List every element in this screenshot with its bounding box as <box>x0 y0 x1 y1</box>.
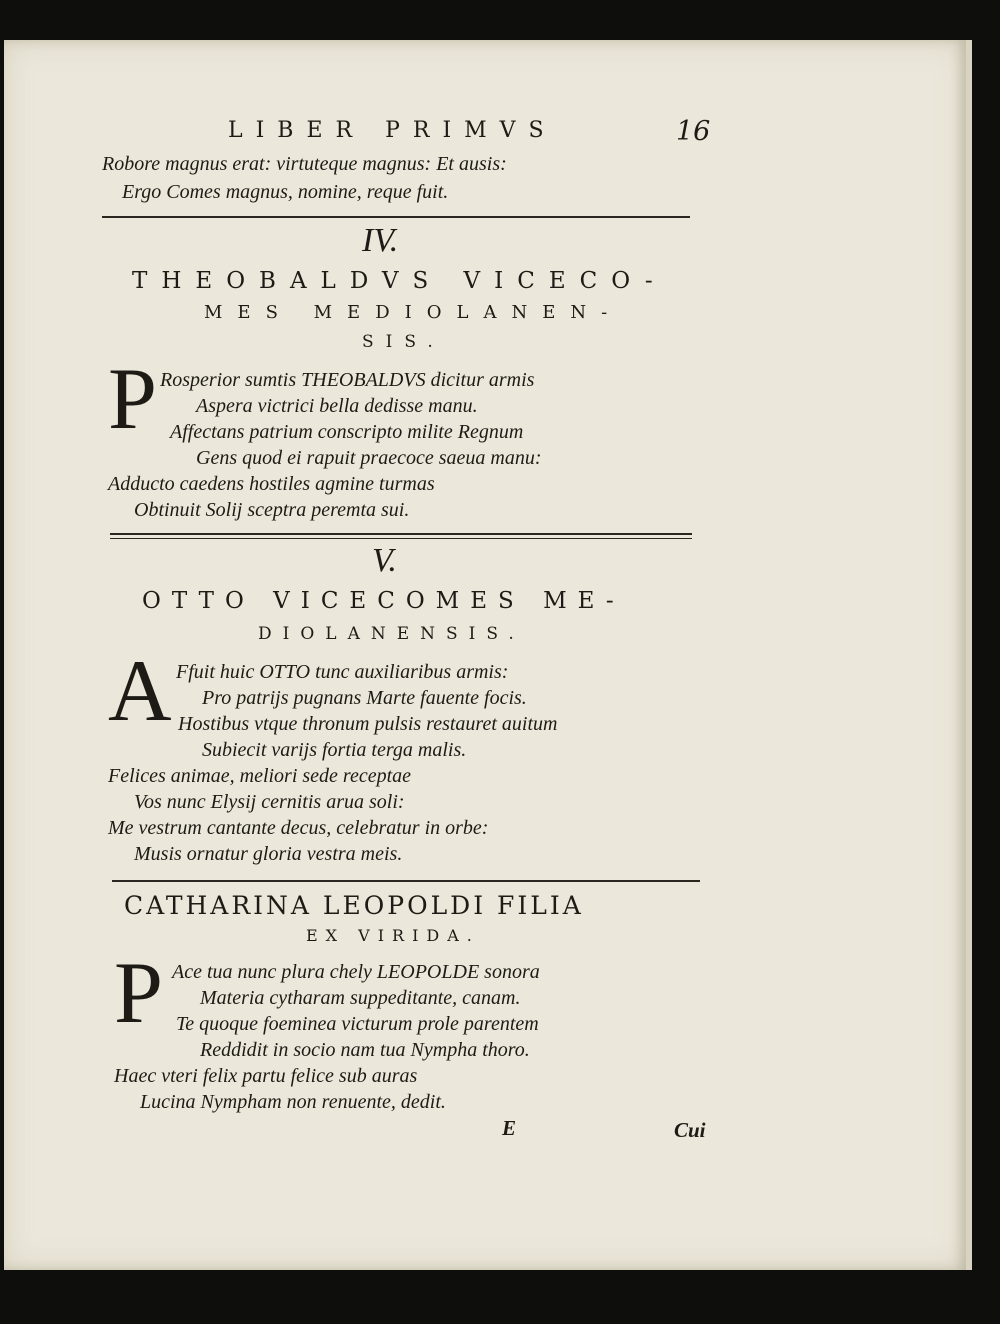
verse-line: Subiecit varijs fortia terga malis. <box>202 739 467 761</box>
verse-line: Adducto caedens hostiles agmine turmas <box>108 473 435 495</box>
section-title-line: DIOLANENSIS. <box>258 624 525 644</box>
drop-cap: P <box>108 351 157 448</box>
verse-line: Ffuit huic OTTO tunc auxiliaribus armis: <box>176 661 509 683</box>
verse-line: Te quoque foeminea victurum prole parentem <box>176 1013 539 1035</box>
verse-line: Felices animae, meliori sede receptae <box>108 765 412 787</box>
page-edge <box>966 40 972 1270</box>
verse-line: Haec vteri felix partu felice sub auras <box>114 1065 418 1087</box>
section-rule <box>112 880 700 882</box>
verse-line: Hostibus vtque thronum pulsis restauret auitum <box>178 713 558 735</box>
verse-line: Reddidit in socio nam tua Nympha thoro. <box>200 1039 530 1061</box>
opening-line-1: Robore magnus erat: virtuteque magnus: Et ausis: <box>102 153 507 175</box>
section-title-line: SIS. <box>362 332 445 352</box>
catchword: Cui <box>674 1118 706 1142</box>
verse-line: Me vestrum cantante decus, celebratur in orbe: <box>108 817 489 839</box>
opening-line-2: Ergo Comes magnus, nomine, reque fuit. <box>122 181 449 203</box>
page-number: 16 <box>676 116 711 147</box>
section-title-line: MES MEDIOLANEN- <box>204 302 623 323</box>
running-title: LIBER PRIMVS <box>228 118 557 143</box>
verse-line: Rosperior sumtis THEOBALDVS dicitur armis <box>160 369 535 391</box>
verse-line: Obtinuit Solij sceptra peremta sui. <box>134 499 410 521</box>
verse-line: Pro patrijs pugnans Marte fauente focis. <box>202 687 527 709</box>
section-title-line: CATHARINA LEOPOLDI FILIA <box>124 891 584 920</box>
section-rule <box>102 216 690 218</box>
drop-cap: P <box>114 945 163 1042</box>
verse-line: Vos nunc Elysij cernitis arua soli: <box>134 791 405 813</box>
section-rule <box>110 538 692 539</box>
verse-line: Lucina Nympham non renuente, dedit. <box>140 1091 446 1113</box>
verse-line: Affectans patrium conscripto milite Regnum <box>170 421 524 443</box>
verse-line: Ace tua nunc plura chely LEOPOLDE sonora <box>172 961 540 983</box>
signature-mark: E <box>502 1116 517 1140</box>
verse-line: Gens quod ei rapuit praecoce saeua manu: <box>196 447 542 469</box>
verse-line: Musis ornatur gloria vestra meis. <box>134 843 403 865</box>
verse-line: Materia cytharam suppeditante, canam. <box>200 987 521 1009</box>
verse-line: Aspera victrici bella dedisse manu. <box>196 395 478 417</box>
section-title-line: OTTO VICECOMES ME- <box>142 588 625 614</box>
section-title-line: EX VIRIDA. <box>306 926 480 945</box>
section-numeral: IV. <box>362 222 399 259</box>
section-numeral: V. <box>372 542 397 579</box>
section-title-line: THEOBALDVS VICECO- <box>132 268 667 294</box>
drop-cap: A <box>108 643 172 740</box>
section-rule <box>110 533 692 535</box>
